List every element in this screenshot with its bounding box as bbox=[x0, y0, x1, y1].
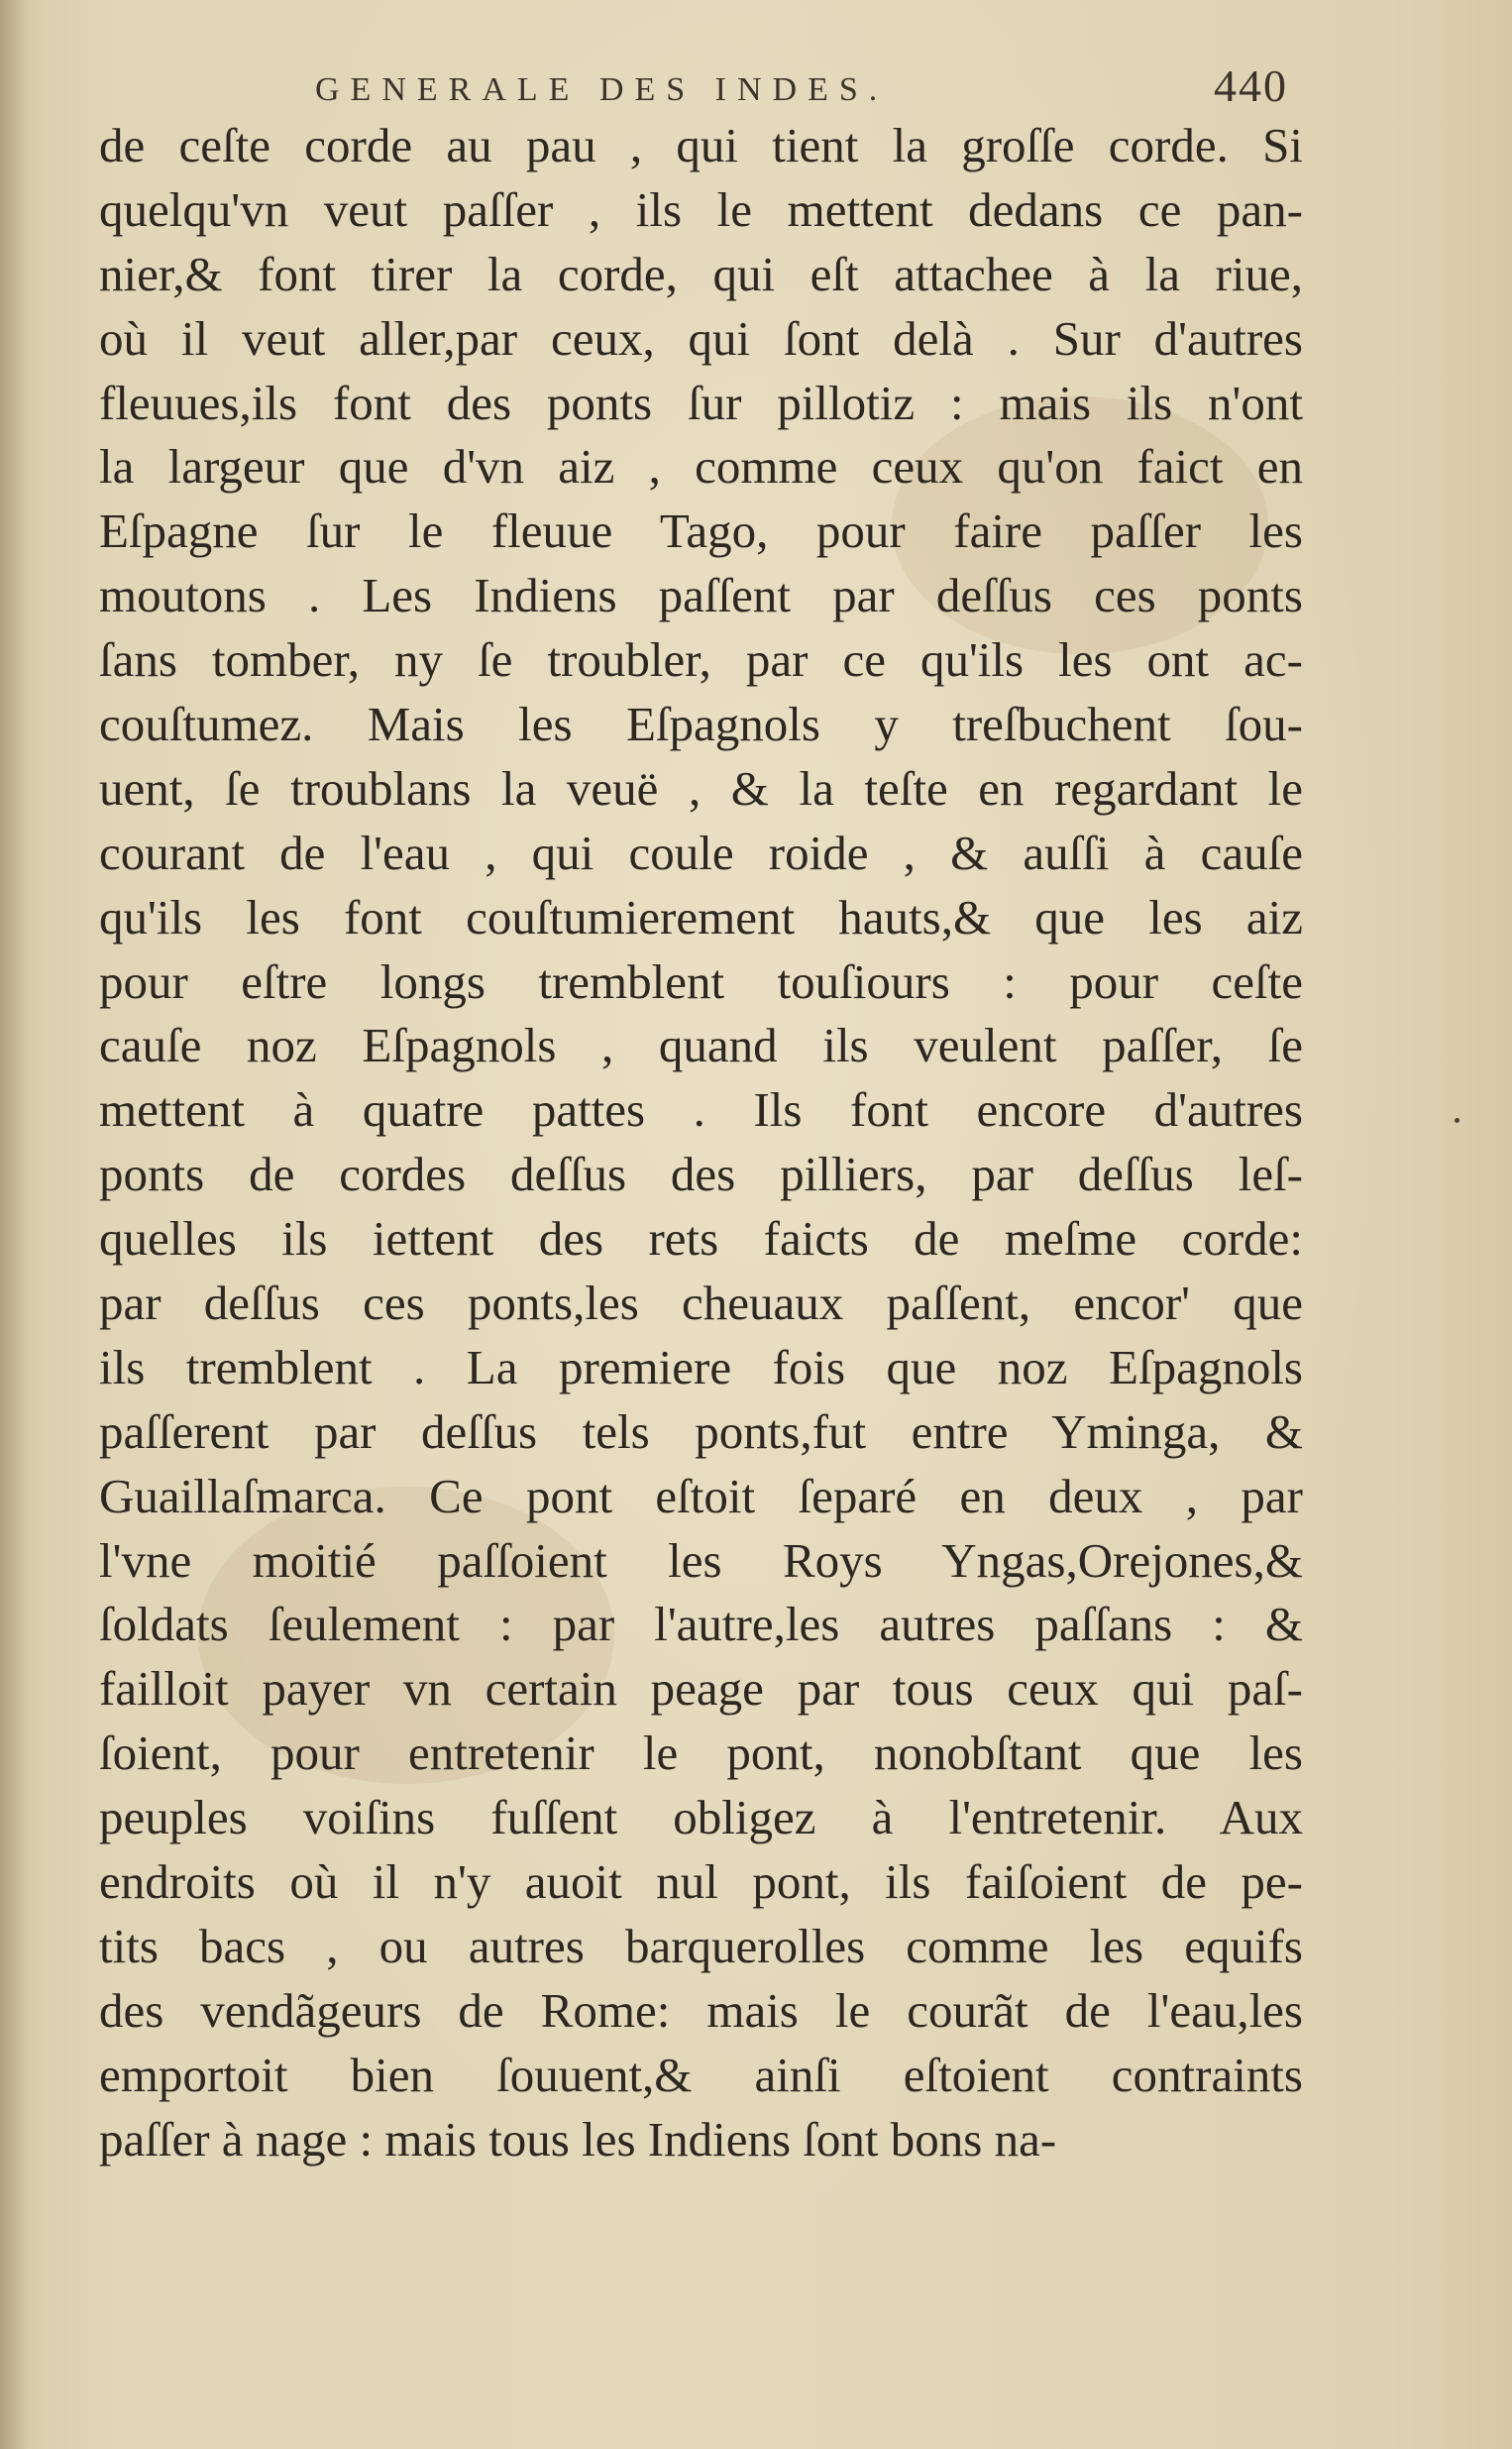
text-line: moutons . Les Indiens paſſent par deſſus ces ponts bbox=[99, 568, 1303, 623]
text-line: failloit payer vn certain peage par tous ceux qui paſ- bbox=[99, 1661, 1303, 1717]
text-line: tits bacs , ou autres barquerolles comme les equifs bbox=[99, 1918, 1303, 1973]
text-line: qu'ils les font couſtumierement hauts,& que les aiz bbox=[99, 889, 1303, 945]
text-line: des vendãgeurs de Rome: mais le courãt de l'eau,les bbox=[99, 1982, 1303, 2038]
text-line: paſſer à nage : mais tous les Indiens ſont bons na- bbox=[99, 2111, 1057, 2167]
text-line: emportoit bien ſouuent,& ainſi eſtoient contraints bbox=[99, 2047, 1303, 2102]
running-title: GENERALE DES INDES. bbox=[315, 71, 889, 108]
text-line: ſoient, pour entretenir le pont, nonobſtant que les bbox=[99, 1725, 1303, 1781]
text-line: endroits où il n'y auoit nul pont, ils faiſoient de pe- bbox=[99, 1854, 1303, 1910]
ink-speck bbox=[1455, 1118, 1459, 1123]
text-line: peuples voiſins fuſſent obligez à l'entretenir. Aux bbox=[99, 1790, 1303, 1845]
text-line: quelles ils iettent des rets faicts de meſme corde: bbox=[99, 1211, 1303, 1267]
gutter-shadow bbox=[0, 0, 28, 2449]
text-line: l'vne moitié paſſoient les Roys Yngas,Orejones,& bbox=[99, 1532, 1303, 1588]
page-number: 440 bbox=[1214, 60, 1288, 111]
text-line: ſans tomber, ny ſe troubler, par ce qu'ils les ont ac- bbox=[99, 632, 1303, 688]
text-line: uent, ſe troublans la veuë , & la teſte en regardant le bbox=[99, 760, 1303, 816]
text-line: paſſerent par deſſus tels ponts,fut entre Yminga, & bbox=[99, 1403, 1303, 1459]
text-line: par deſſus ces ponts,les cheuaux paſſent, encor' que bbox=[99, 1276, 1303, 1331]
text-line: courant de l'eau , qui coule roide , & auſſi à cauſe bbox=[99, 825, 1303, 880]
text-line: cauſe noz Eſpagnols , quand ils veulent paſſer, ſe bbox=[99, 1018, 1303, 1073]
text-line: la largeur que d'vn aiz , comme ceux qu'on faict en bbox=[99, 439, 1303, 495]
text-line: pour eſtre longs tremblent touſiours : pour ceſte bbox=[99, 953, 1303, 1009]
text-line: ſoldats ſeulement : par l'autre,les autres paſſans : & bbox=[99, 1597, 1303, 1652]
text-line: de ceſte corde au pau , qui tient la groſſe corde. Si bbox=[99, 118, 1303, 172]
text-line: Guaillaſmarca. Ce pont eſtoit ſeparé en deux , par bbox=[99, 1468, 1303, 1523]
text-line: couſtumez. Mais les Eſpagnols y treſbuchent ſou- bbox=[99, 697, 1303, 752]
text-line: où il veut aller,par ceux, qui ſont delà . Sur d'autres bbox=[99, 310, 1303, 366]
text-line: quelqu'vn veut paſſer , ils le mettent dedans ce pan- bbox=[99, 181, 1303, 237]
text-line: ils tremblent . La premiere fois que noz Eſpagnols bbox=[99, 1339, 1303, 1394]
text-line: ponts de cordes deſſus des pilliers, par deſſus leſ- bbox=[99, 1147, 1303, 1202]
text-line: nier,& font tirer la corde, qui eſt attachee à la riue, bbox=[99, 246, 1303, 301]
text-line: fleuues,ils font des ponts ſur pillotiz : mais ils n'ont bbox=[99, 375, 1303, 430]
body-text bbox=[99, 114, 1303, 2172]
text-line: Eſpagne ſur le fleuue Tago, pour faire paſſer les bbox=[99, 503, 1303, 559]
text-line: mettent à quatre pattes . Ils font encore d'autres bbox=[99, 1082, 1303, 1138]
